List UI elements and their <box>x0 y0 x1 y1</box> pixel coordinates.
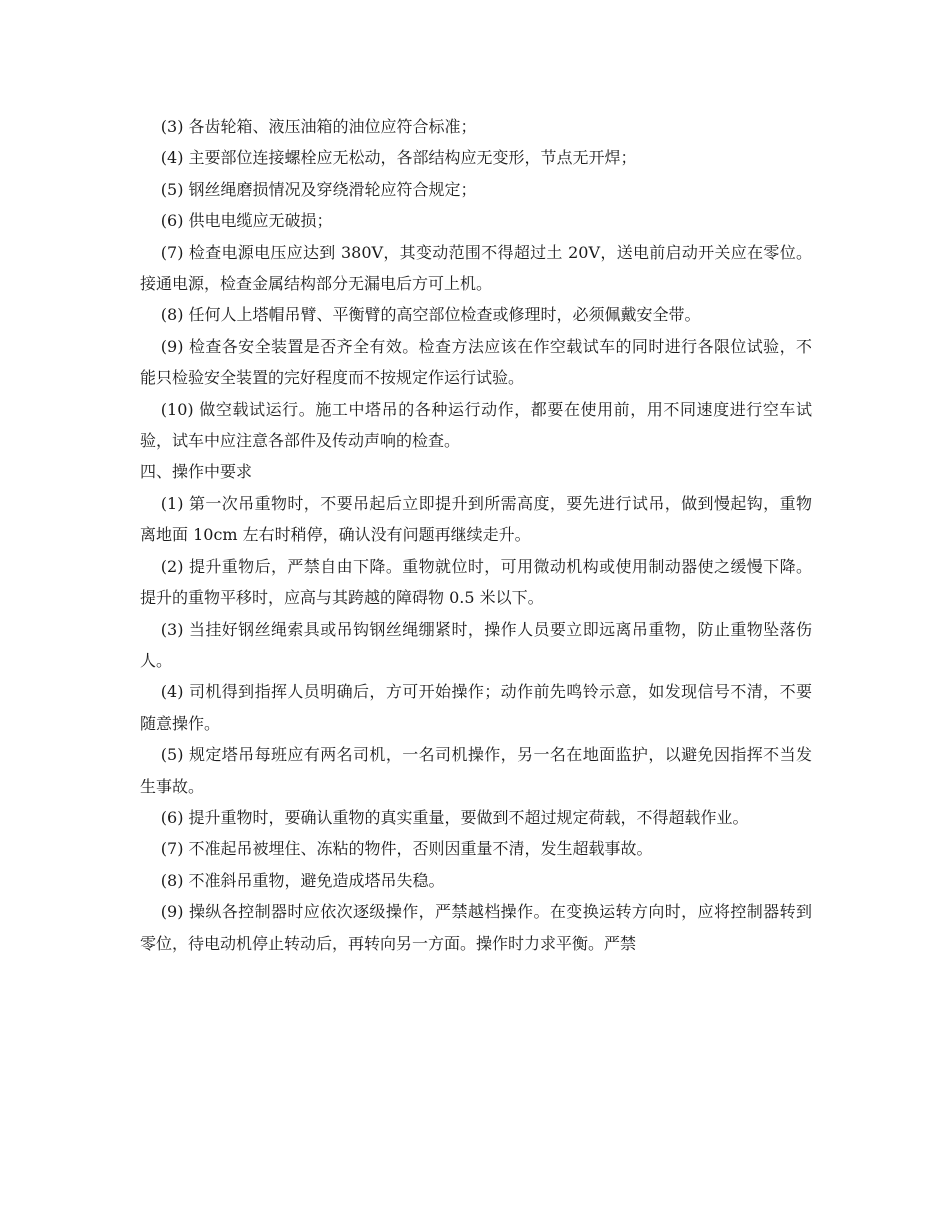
list-item: (7) 检查电源电压应达到 380V，其变动范围不得超过土 20V，送电前启动开关应在零位。接通电源，检查金属结构部分无漏电后方可上机。 <box>140 242 812 294</box>
list-item: (1) 第一次吊重物时，不要吊起后立即提升到所需高度，要先进行试吊，做到慢起钩，重物离地面 10cm 左右时稍停，确认没有问题再继续走升。 <box>140 493 812 545</box>
list-item: (10) 做空载试运行。施工中塔吊的各种运行动作，都要在使用前，用不同速度进行空车试验，试车中应注意各部件及传动声响的检查。 <box>140 399 812 451</box>
document-body <box>140 111 812 959</box>
list-item: (8) 不准斜吊重物，避免造成塔吊失稳。 <box>160 870 445 890</box>
list-item: (8) 任何人上塔帽吊臂、平衡臂的高空部位检查或修理时，必须佩戴安全带。 <box>160 305 701 325</box>
list-item: (9) 操纵各控制器时应依次逐级操作，严禁越档操作。在变换运转方向时，应将控制器转到零位，待电动机停止转动后，再转向另一方面。操作时力求平衡。严禁 <box>140 902 812 953</box>
list-item: (3) 各齿轮箱、液压油箱的油位应符合标准； <box>160 117 477 136</box>
list-item: (6) 提升重物时，要确认重物的真实重量，要做到不超过规定荷载，不得超载作业。 <box>160 807 749 827</box>
list-item: (9) 检查各安全装置是否齐全有效。检查方法应该在作空载试车的同时进行各限位试验，不能只检验安全装置的完好程度而不按规定作运行试验。 <box>140 336 812 388</box>
list-item: (3) 当挂好钢丝绳索具或吊钩钢丝绳绷紧时，操作人员要立即远离吊重物，防止重物坠落伤人。 <box>140 619 812 670</box>
section-heading: 四、操作中要求 <box>140 462 253 482</box>
list-item: (6) 供电电缆应无破损； <box>160 211 333 231</box>
list-item: (2) 提升重物后，严禁自由下降。重物就位时，可用微动机构或使用制动器使之缓慢下降。提升的重物平移时，应高与其跨越的障碍物 0.5 米以下。 <box>140 556 812 608</box>
list-item: (4) 主要部位连接螺栓应无松动，各部结构应无变形，节点无开焊； <box>160 148 637 168</box>
list-item: (5) 钢丝绳磨损情况及穿绕滑轮应符合规定； <box>160 179 477 199</box>
list-item: (7) 不准起吊被埋住、冻粘的物件，否则因重量不清，发生超载事故。 <box>160 839 653 859</box>
list-item: (4) 司机得到指挥人员明确后，方可开始操作；动作前先鸣铃示意，如发现信号不清，不要随意操作。 <box>140 682 812 733</box>
list-item: (5) 规定塔吊每班应有两名司机，一名司机操作，另一名在地面监护，以避免因指挥不当发生事故。 <box>140 745 812 796</box>
